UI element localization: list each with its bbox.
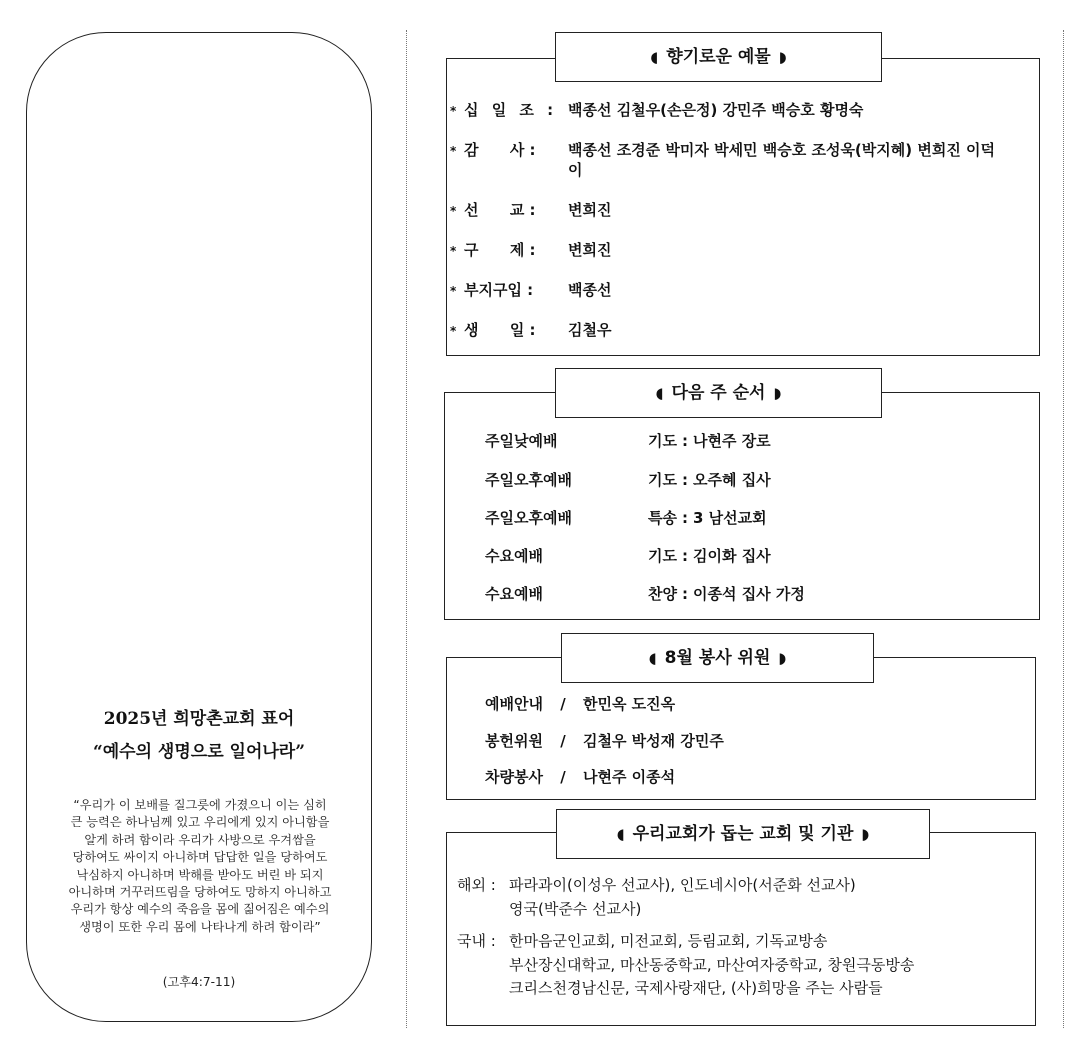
volunteer-row bbox=[485, 767, 675, 787]
offering-label: 부지구입 : bbox=[464, 281, 534, 299]
offerings-title-text: 향기로운 예물 bbox=[666, 47, 771, 67]
domestic-line: 부산장신대학교, 마산동중학교, 마산여자중학교, 창원극동방송 bbox=[509, 955, 915, 974]
offering-names: 백종선 조경준 박미자 박세민 백승호 조성욱(박지혜) 변희진 이덕이 bbox=[568, 141, 996, 179]
order-value: 3 남선교회 bbox=[693, 509, 767, 527]
verse-line: “우리가 이 보배를 질그릇에 가졌으니 이는 심히 bbox=[73, 798, 327, 812]
colon: : bbox=[682, 432, 688, 450]
verse-line: 아니하며 거꾸러뜨림을 당하여도 망하지 아니하고 bbox=[68, 885, 332, 900]
domestic-line: 크리스천경남신문, 국제사랑재단, (사)희망을 주는 사람들 bbox=[509, 979, 883, 997]
volunteers-title bbox=[561, 633, 874, 683]
order-row bbox=[485, 431, 771, 451]
bracket-right-icon: ◗ bbox=[778, 649, 787, 667]
offering-row-mission bbox=[450, 200, 1008, 221]
offering-names: 백종선 bbox=[568, 281, 612, 299]
offering-row-birthday bbox=[450, 320, 1008, 341]
bracket-left-icon: ◖ bbox=[650, 48, 659, 66]
overseas-line: 영국(박준수 선교사) bbox=[509, 899, 642, 918]
offering-names: 백종선 김철우(손은정) 강민주 백승호 황명숙 bbox=[568, 101, 864, 119]
page-divider-left bbox=[406, 30, 407, 1028]
offering-row-land bbox=[450, 280, 1008, 301]
missions-title bbox=[556, 809, 930, 859]
slash: / bbox=[560, 768, 566, 786]
volunteer-names: 김철우 박성재 강민주 bbox=[582, 732, 724, 750]
verse-line: 당하여도 싸이지 아니하며 답답한 일을 당하여도 bbox=[72, 850, 328, 865]
offering-names: 변희진 bbox=[568, 241, 612, 259]
order-label: 주일낮예배 기도 bbox=[485, 432, 677, 450]
verse-reference: (고후4:7-11) bbox=[162, 975, 236, 989]
domestic-label: 국내 : bbox=[457, 932, 496, 950]
missions-overseas bbox=[457, 874, 856, 921]
bullet-icon: * bbox=[450, 104, 457, 118]
missions-title-text: 우리교회가 돕는 교회 및 기관 bbox=[632, 824, 854, 844]
bullet-icon: * bbox=[450, 204, 457, 218]
overseas-label: 해외 : bbox=[457, 876, 496, 894]
volunteer-role: 차량봉사 bbox=[485, 768, 543, 786]
colon: : bbox=[682, 471, 688, 489]
volunteer-role: 예배안내 bbox=[485, 695, 543, 713]
order-value: 나현주 장로 bbox=[693, 432, 771, 450]
order-value: 오주혜 집사 bbox=[693, 471, 771, 489]
volunteer-row bbox=[485, 731, 724, 751]
next-week-title-text: 다음 주 순서 bbox=[671, 383, 766, 403]
verse-line: 알게 하려 함이라 우리가 사방으로 우겨쌈을 bbox=[84, 832, 316, 847]
bracket-right-icon: ◗ bbox=[778, 48, 787, 66]
order-row bbox=[485, 546, 771, 566]
verse-line: 낙심하지 아니하며 박해를 받아도 버린 바 되지 bbox=[76, 867, 324, 882]
overseas-line: 파라과이(이성우 선교사), 인도네시아(서준화 선교사) bbox=[509, 876, 856, 894]
overseas-list bbox=[509, 874, 856, 921]
bracket-right-icon: ◗ bbox=[861, 825, 870, 843]
order-row bbox=[485, 584, 805, 604]
volunteer-row bbox=[485, 694, 675, 714]
motto-title: 2025년 희망촌교회 표어 bbox=[103, 709, 295, 729]
slash: / bbox=[560, 695, 566, 713]
order-label: 주일오후예배 기도 bbox=[485, 471, 677, 489]
offering-label: 감 사 : bbox=[464, 141, 536, 159]
page-divider-right bbox=[1063, 30, 1064, 1028]
offering-label: 생 일 : bbox=[464, 321, 536, 339]
motto-panel bbox=[26, 32, 372, 1022]
bullet-icon: * bbox=[450, 324, 457, 338]
offering-names: 김철우 bbox=[568, 321, 612, 339]
offering-label: 십 일 조 : bbox=[464, 101, 558, 119]
bracket-left-icon: ◖ bbox=[648, 649, 657, 667]
colon: : bbox=[682, 547, 688, 565]
offerings-title bbox=[555, 32, 882, 82]
offering-row-tithe bbox=[450, 100, 1008, 121]
bible-verse bbox=[33, 797, 367, 936]
order-value: 이종석 집사 가정 bbox=[693, 585, 805, 603]
verse-line: 생명이 또한 우리 몸에 나타나게 하려 함이라” bbox=[79, 919, 321, 934]
bullet-icon: * bbox=[450, 284, 457, 298]
volunteer-names: 한민옥 도진옥 bbox=[582, 695, 676, 713]
volunteers-title-text: 8월 봉사 위원 bbox=[664, 648, 771, 668]
offering-row-thanks bbox=[450, 140, 998, 180]
colon: : bbox=[682, 585, 688, 603]
order-label: 주일오후예배 특송 bbox=[485, 509, 677, 527]
verse-line: 우리가 항상 예수의 죽음을 몸에 짊어짐은 예수의 bbox=[70, 902, 330, 917]
volunteer-names: 나현주 이종석 bbox=[582, 768, 676, 786]
order-row bbox=[485, 508, 767, 528]
bracket-right-icon: ◗ bbox=[773, 384, 782, 402]
next-week-title bbox=[555, 368, 882, 418]
slash: / bbox=[560, 732, 566, 750]
bullet-icon: * bbox=[450, 144, 457, 158]
offering-names: 변희진 bbox=[568, 201, 612, 219]
bullet-icon: * bbox=[450, 244, 457, 258]
order-value: 김이화 집사 bbox=[693, 547, 771, 565]
order-row bbox=[485, 470, 771, 490]
bracket-left-icon: ◖ bbox=[616, 825, 625, 843]
domestic-line: 한마음군인교회, 미전교회, 등림교회, 기독교방송 bbox=[509, 932, 828, 950]
offering-row-relief bbox=[450, 240, 1008, 261]
offering-label: 선 교 : bbox=[464, 201, 536, 219]
order-label: 수요예배 찬양 bbox=[485, 585, 677, 603]
bracket-left-icon: ◖ bbox=[655, 384, 664, 402]
domestic-list bbox=[509, 930, 914, 1001]
motto-quote: “예수의 생명으로 일어나라” bbox=[92, 742, 306, 762]
verse-line: 큰 능력은 하나님께 있고 우리에게 있지 아니함을 bbox=[70, 815, 330, 830]
order-label: 수요예배 기도 bbox=[485, 547, 677, 565]
volunteer-role: 봉헌위원 bbox=[485, 732, 543, 750]
missions-domestic bbox=[457, 930, 914, 1001]
colon: : bbox=[682, 509, 688, 527]
offering-label: 구 제 : bbox=[464, 241, 536, 259]
